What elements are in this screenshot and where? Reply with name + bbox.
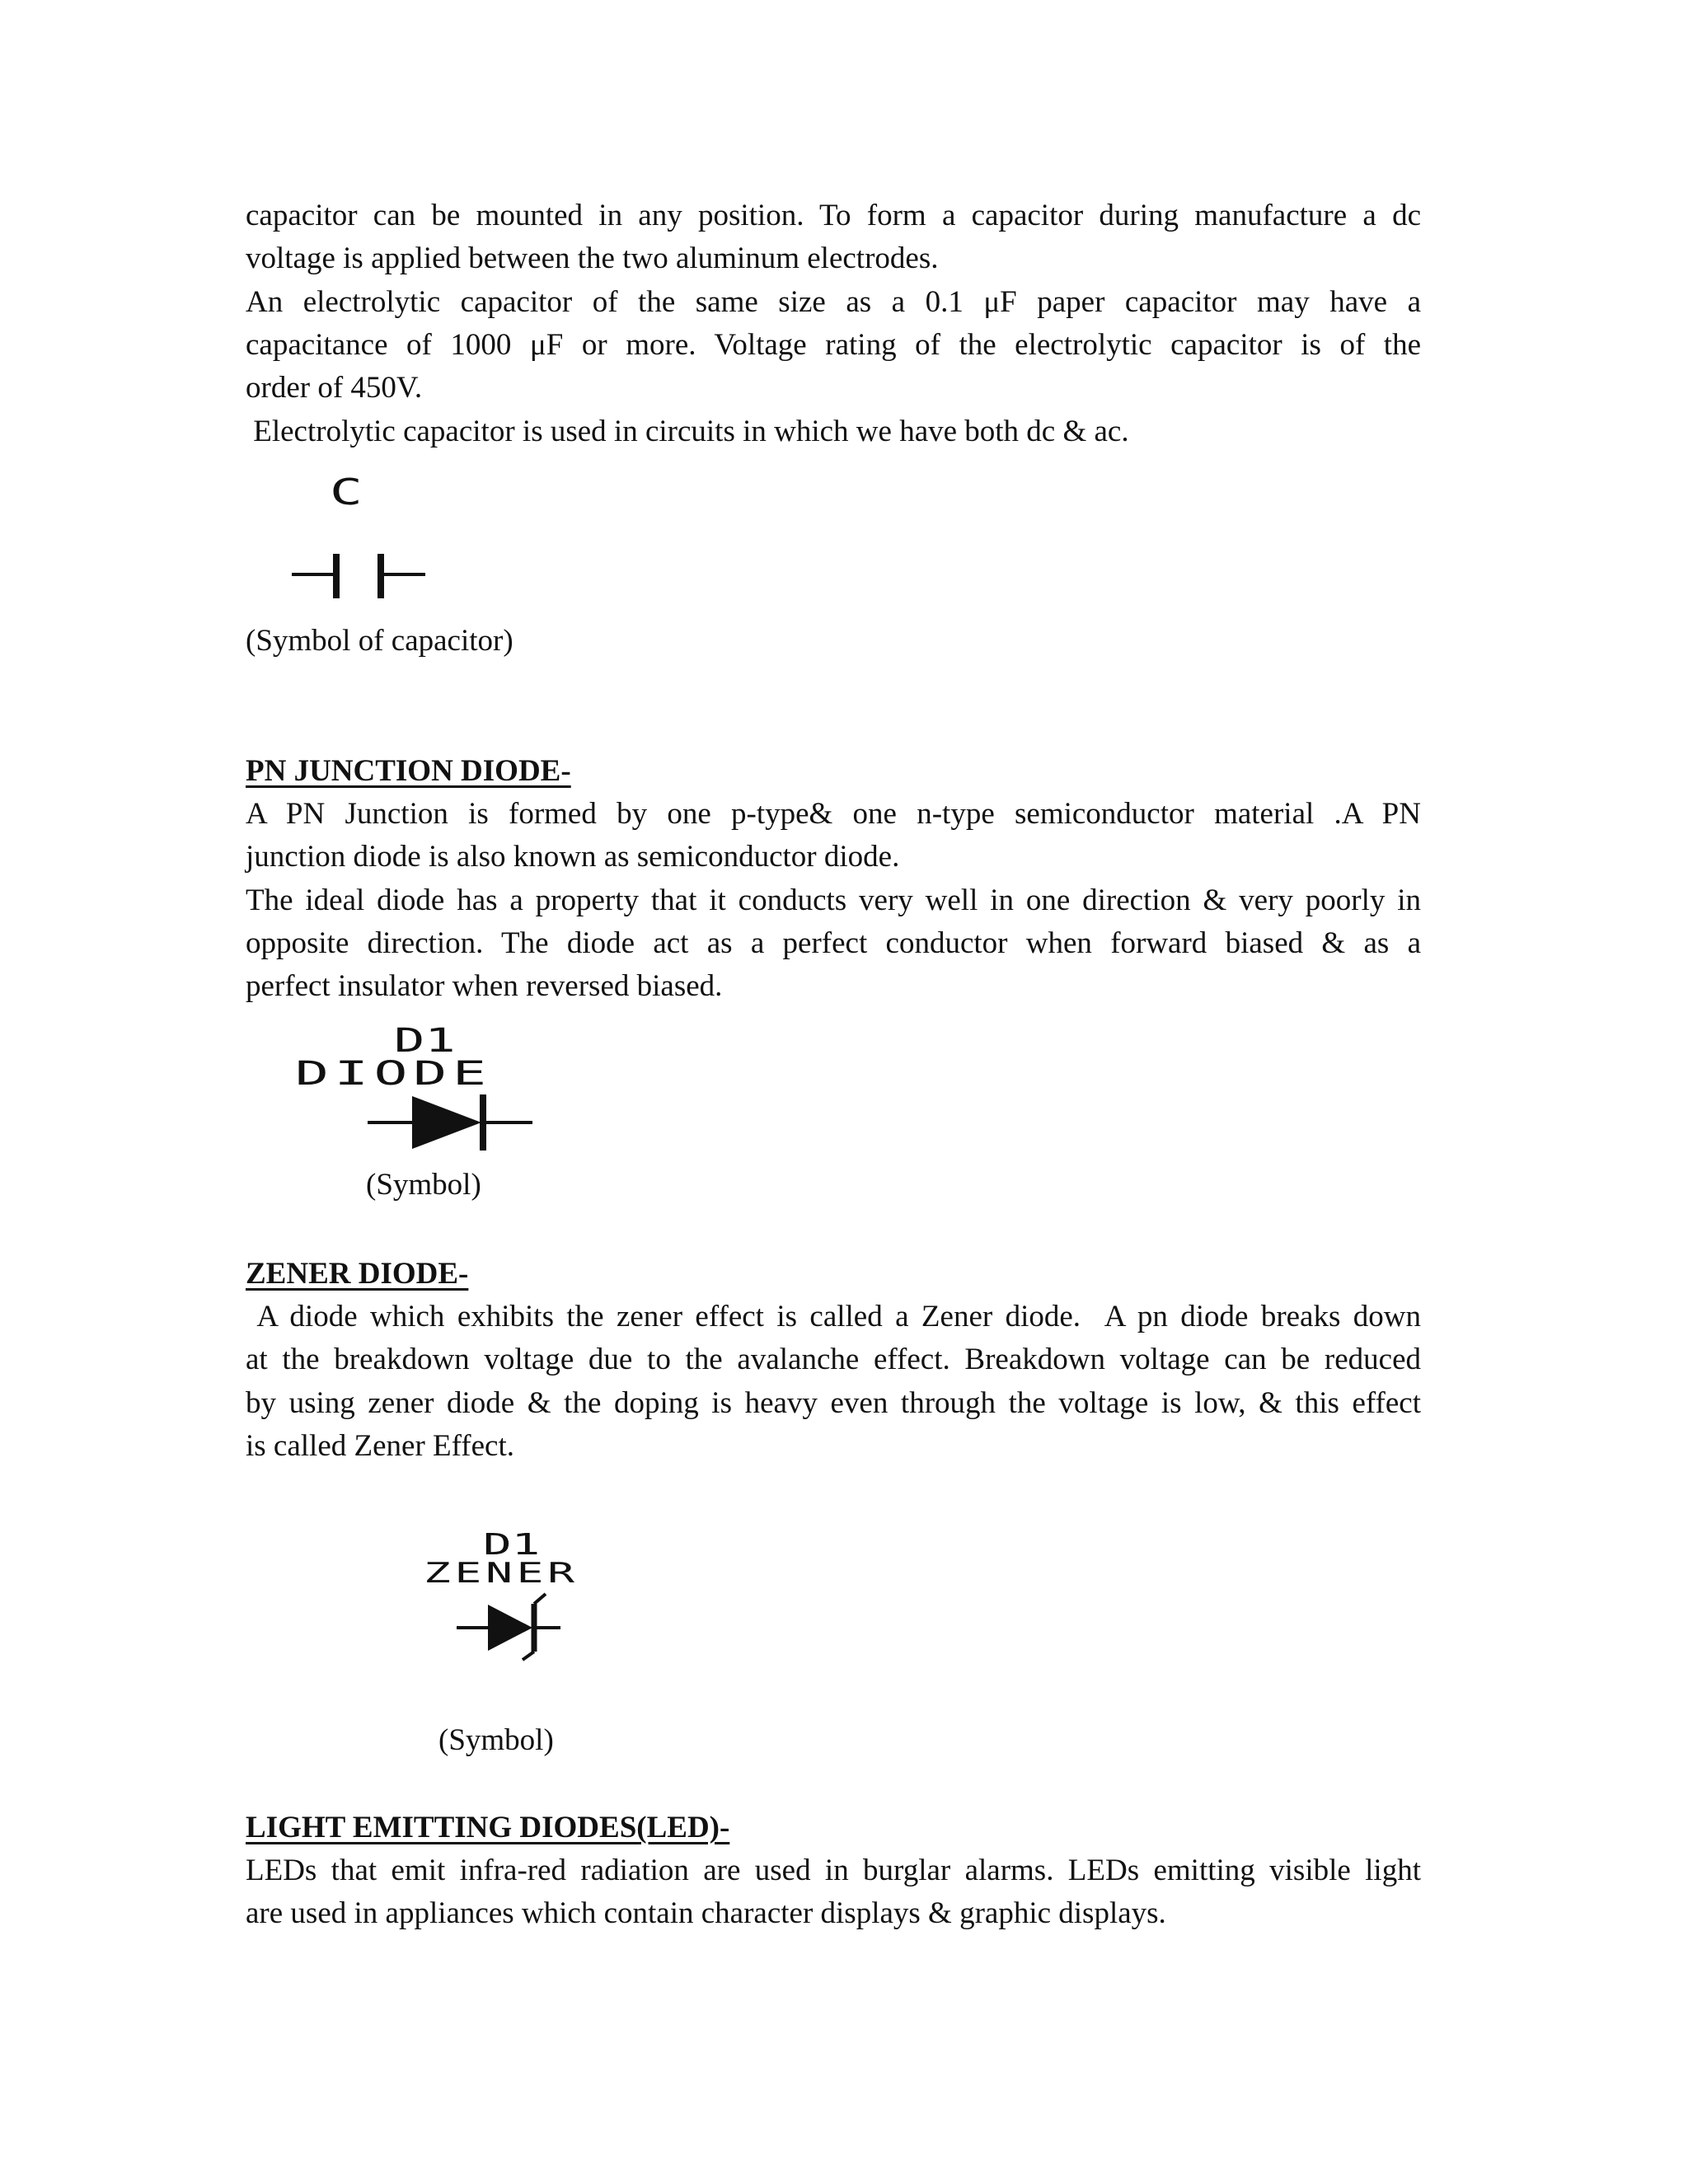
body-text-line: are used in appliances which contain character displays & graphic displays. [246, 1896, 1166, 1930]
body-text-line: voltage is applied between the two aluminum electrodes. [246, 241, 939, 275]
capacitor-symbol-caption: (Symbol of capacitor) [246, 624, 513, 658]
capacitor-symbol-label: C [330, 471, 363, 513]
body-text-line: Electrolytic capacitor is used in circuits in which we have both dc & ac. [246, 415, 1129, 448]
body-text-line: LEDs that emit infra-red radiation are used in burglar alarms. LEDs emitting visible light [246, 1854, 1421, 1887]
zener-type-label: ZENER [424, 1557, 579, 1590]
diode-symbol-caption: (Symbol) [366, 1168, 481, 1202]
zener-symbol-caption: (Symbol) [438, 1723, 554, 1757]
body-text-line: perfect insulator when reversed biased. [246, 969, 723, 1003]
body-text-line: is called Zener Effect. [246, 1429, 514, 1463]
body-text-line: capacitance of 1000 μF or more. Voltage rating of the electrolytic capacitor is of the [246, 328, 1421, 362]
body-text-line: The ideal diode has a property that it conducts very well in one direction & very poorly in [246, 883, 1421, 917]
body-text-line: at the breakdown voltage due to the avalanche effect. Breakdown voltage can be reduced [246, 1343, 1421, 1376]
zener-reference-label: D1 [483, 1528, 541, 1562]
body-text-line: order of 450V. [246, 371, 423, 405]
body-text-line: capacitor can be mounted in any position. To form a capacitor during manufacture a dc [246, 199, 1421, 232]
body-text-line: by using zener diode & the doping is heavy even through the voltage is low, & this effect [246, 1386, 1421, 1420]
body-text-line: A PN Junction is formed by one p-type& one n-type semiconductor material .A PN [246, 797, 1421, 831]
body-text-line: opposite direction. The diode act as a perfect conductor when forward biased & as a [246, 926, 1421, 960]
section-heading-pn-junction: PN JUNCTION DIODE- [246, 754, 571, 788]
body-text-line: An electrolytic capacitor of the same size as a 0.1 μF paper capacitor may have a [246, 285, 1421, 319]
section-heading-led: LIGHT EMITTING DIODES(LED)- [246, 1811, 730, 1844]
body-text-line: junction diode is also known as semiconductor diode. [246, 840, 900, 874]
body-text-line: A diode which exhibits the zener effect is called a Zener diode. A pn diode breaks down [246, 1300, 1421, 1333]
diode-type-label: DIODE [295, 1055, 492, 1093]
diode-reference-label: D1 [394, 1022, 456, 1060]
section-heading-zener: ZENER DIODE- [246, 1257, 469, 1291]
